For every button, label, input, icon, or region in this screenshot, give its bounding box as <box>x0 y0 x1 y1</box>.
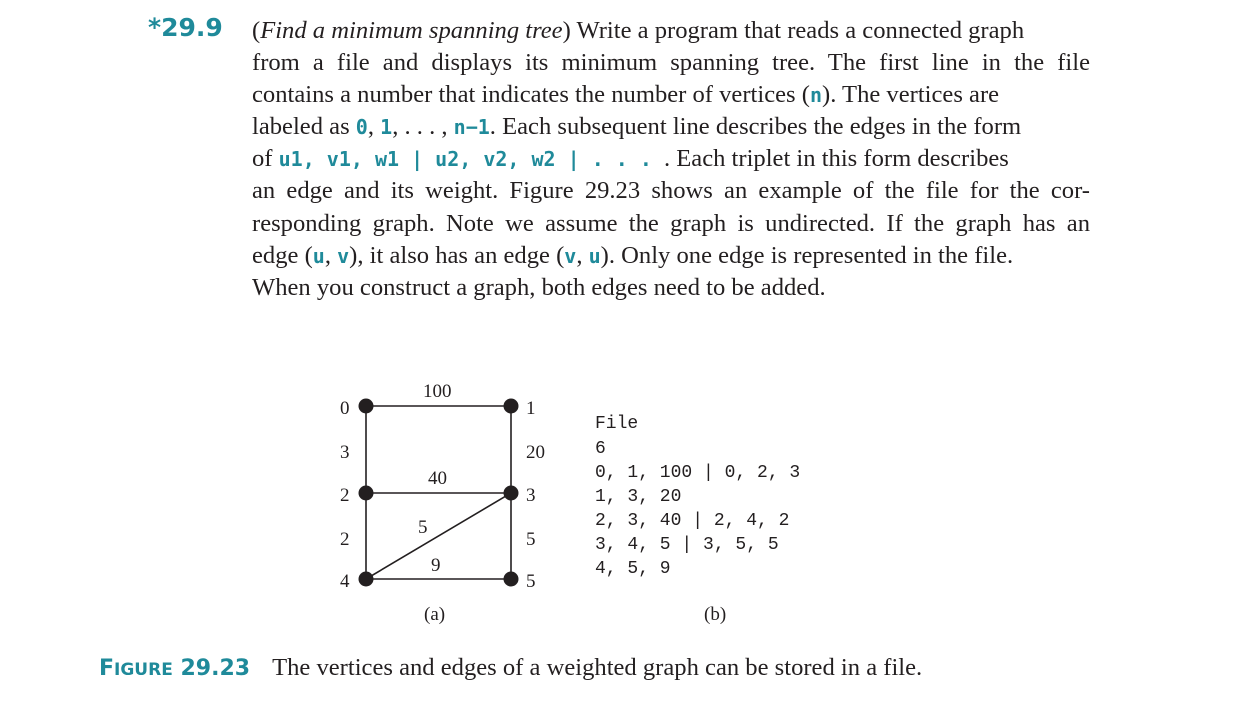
weight-2-3: 40 <box>428 468 447 489</box>
vertex-label-5: 5 <box>526 571 536 592</box>
line-text: Write a program that reads a connected graph <box>570 17 1025 44</box>
caption-label-smallcaps: IGURE <box>114 660 173 680</box>
caption-label <box>99 656 250 681</box>
code-v: v <box>337 243 350 268</box>
exercise-number: *29.9 <box>148 13 223 42</box>
vertex-5 <box>504 572 519 587</box>
paragraph-line-7: responding graph. Note we assume the graph is undirected. If the graph has an <box>252 209 1090 237</box>
line-text: labeled as <box>252 113 356 141</box>
code-n-minus-1: n−1 <box>453 115 490 140</box>
vertex-label-2: 2 <box>340 485 350 506</box>
vertex-3 <box>504 486 519 501</box>
file-line: 3, 4, 5 | 3, 5, 5 <box>595 535 779 555</box>
code-1: 1 <box>380 115 393 140</box>
weight-1-3: 20 <box>526 442 545 463</box>
weight-4-5: 9 <box>431 555 441 576</box>
file-line: 4, 5, 9 <box>595 559 671 579</box>
vertex-label-0: 0 <box>340 398 350 419</box>
code-u: u <box>588 243 601 268</box>
line-text: , . . . , <box>392 113 454 141</box>
line-text: . Each subsequent line describes the edges in the form <box>489 113 1022 141</box>
file-header: File <box>595 414 639 434</box>
code-v: v <box>564 243 577 268</box>
code-u: u <box>312 243 325 268</box>
line-text: ), it also has an edge ( <box>349 241 565 269</box>
caption-text: The vertices and edges of a weighted graph can be stored in a file. <box>272 654 923 681</box>
weight-0-2: 3 <box>340 442 350 463</box>
vertex-2 <box>359 486 374 501</box>
weight-0-1: 100 <box>423 381 452 402</box>
caption-label-initial: F <box>99 656 115 681</box>
vertex-4 <box>359 572 374 587</box>
exercise-title: Find a minimum spanning tree <box>260 17 563 44</box>
paragraph-line-1: (Find a minimum spanning tree) Write a program that reads a connected graph <box>252 17 1025 44</box>
line-text: contains a number that indicates the number of vertices ( <box>252 81 810 109</box>
file-line: 1, 3, 20 <box>595 487 682 507</box>
file-line: 6 <box>595 439 606 459</box>
file-listing <box>595 414 800 579</box>
vertex-label-3: 3 <box>526 485 536 506</box>
figure-caption <box>99 654 922 682</box>
line-text: edge ( <box>252 241 313 269</box>
weight-2-4: 2 <box>340 529 350 550</box>
caption-label-number: 29.23 <box>172 656 251 681</box>
line-text: , <box>576 241 589 269</box>
vertex-label-4: 4 <box>340 571 350 592</box>
weight-3-5: 5 <box>526 529 536 550</box>
line-text: of <box>252 145 279 173</box>
line-text: ). The vertices are <box>822 81 1000 109</box>
line-text: , <box>367 113 381 141</box>
code-0: 0 <box>355 115 368 140</box>
file-line: 2, 3, 40 | 2, 4, 2 <box>595 511 790 531</box>
vertex-1 <box>504 399 519 414</box>
subfigure-label-b: (b) <box>704 604 727 625</box>
paragraph-line-6: an edge and its weight. Figure 29.23 shows an example of the file for the cor- <box>252 177 1090 205</box>
line-text: , <box>324 241 338 269</box>
code-n: n <box>809 83 822 108</box>
graph-edges <box>366 406 511 579</box>
file-line: 0, 1, 100 | 0, 2, 3 <box>595 463 801 483</box>
paragraph-line-9: When you construct a graph, both edges need to be added. <box>252 273 826 301</box>
line-text: . Each triplet in this form describes <box>663 145 1009 173</box>
paragraph-line-2: from a file and displays its minimum spanning tree. The first line in the file <box>252 49 1090 77</box>
code-triplet-format: u1, v1, w1 | u2, v2, w2 | . . . <box>278 147 664 172</box>
subfigure-label-a: (a) <box>424 604 446 625</box>
weight-3-4: 5 <box>418 517 428 538</box>
line-text: ). Only one edge is represented in the file. <box>600 241 1014 269</box>
vertex-label-1: 1 <box>526 398 536 419</box>
vertex-0 <box>359 399 374 414</box>
